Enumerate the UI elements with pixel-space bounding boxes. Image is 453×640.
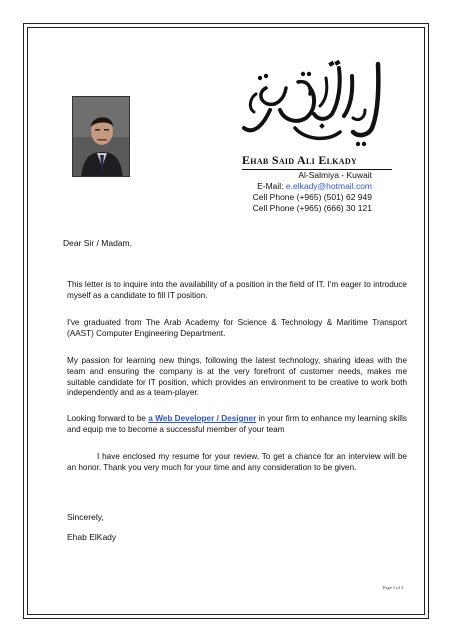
page-number: Page 1 of 3 [383,585,404,590]
paragraph-passion: My passion for learning new things, following the latest technology, sharing ideas with the team and ensuring the company is at the very forefront of customer needs, makes me suitable candidate for IT position, which provides an environment to be creative to work both independently and as a team-player. [67,356,407,398]
goal-text-after: in your firm to enhance my learning skills and equip me to become a successful member of your team [67,414,407,434]
email-label: E-Mail: [257,181,286,191]
paragraph-goal [67,414,407,436]
paragraph-inquiry: This letter is to inquire into the availability of a position in the field of IT. I'm eager to introduce myself as a candidate to fill IT position. [67,280,407,300]
email-link[interactable]: e.elkady@hotmail.com [285,181,372,191]
sender-phone-2: Cell Phone (+965) (666) 30 121 [252,203,372,213]
signature-name: Ehab ElKady [67,532,117,542]
paragraph-education: I've graduated from The Arab Academy for Science & Technology & Maritime Transport (AAST) Computer Engineering Department. [67,318,407,338]
sender-phone-1: Cell Phone (+965) (501) 62 949 [252,192,372,202]
contact-header [242,153,392,214]
closing: Sincerely, [67,512,104,522]
paragraph-resume: I have enclosed my resume for your review. To get a chance for an interview will be an honor. Thank you very much for your time and any consideration to be given. [67,452,407,472]
goal-text-before: Looking forward to be [67,414,149,423]
salutation: Dear Sir / Madam, [63,238,132,248]
sender-location: Al-Salmiya - Kuwait [298,170,372,180]
arabic-calligraphy-signature [240,58,388,148]
portrait-photo [72,96,130,177]
web-developer-link[interactable]: a Web Developer / Designer [148,414,257,423]
sender-email-line [242,181,372,192]
sender-name: Ehab Said Ali Elkady [242,153,392,170]
